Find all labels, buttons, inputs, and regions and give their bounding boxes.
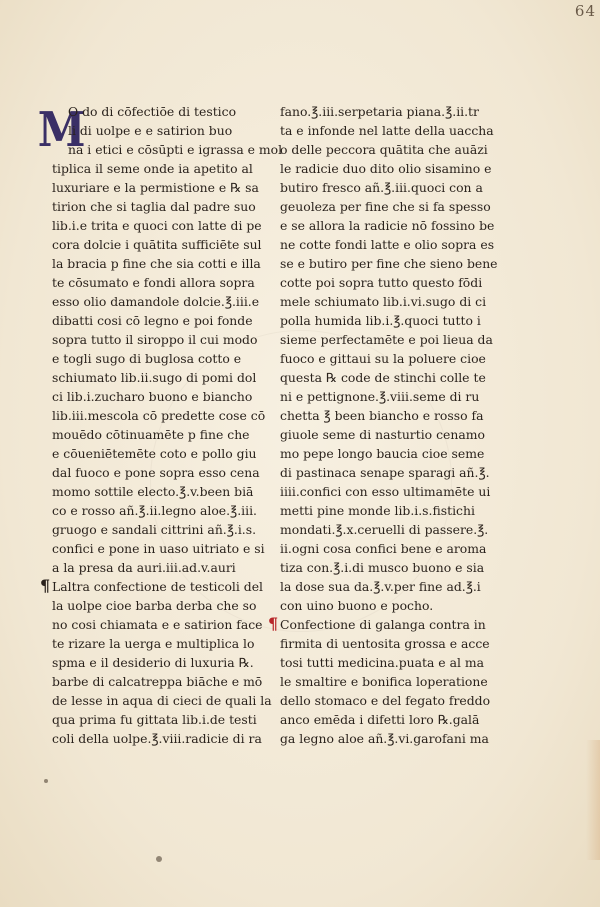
line-text: mele schiumato lib.i.vi.sugo di ci (280, 294, 487, 309)
line-text: e cōueniētemēte coto e pollo giu (52, 446, 257, 461)
text-line (52, 634, 274, 653)
text-line (280, 349, 490, 368)
text-line (280, 596, 490, 615)
text-line (280, 425, 490, 444)
text-line (280, 710, 490, 729)
line-text: se e butiro per fine che sieno bene (280, 256, 498, 271)
line-text: coli della uolpe.℥.viii.radicie di ra (52, 731, 262, 746)
text-line (280, 368, 490, 387)
text-line (280, 539, 490, 558)
text-line (280, 121, 494, 140)
text-line (52, 311, 274, 330)
text-line (52, 615, 274, 634)
line-text: iiii.confici con esso ultimamēte ui (280, 484, 491, 499)
text-line (280, 140, 490, 159)
text-line (52, 330, 274, 349)
text-line (52, 425, 274, 444)
line-text: questa ℞ code de stinchi colle te (280, 370, 486, 385)
text-line (280, 672, 490, 691)
line-text: fano.℥.iii.serpetaria piana.℥.ii.tr (280, 104, 479, 119)
text-line (280, 159, 490, 178)
line-text: gruogo e sandali cittrini añ.℥.i.s. (52, 522, 257, 537)
text-line (280, 653, 490, 672)
text-line (280, 691, 490, 710)
line-text: polla humida lib.i.℥.quoci tutto i (280, 313, 481, 328)
line-text: momo sottile electo.℥.v.been biā (52, 484, 254, 499)
text-line (52, 520, 274, 539)
text-line (52, 596, 274, 615)
line-text: anco emēda i difetti loro ℞.galā (280, 712, 480, 727)
line-text: confici e pone in uaso uitriato e si (52, 541, 265, 556)
line-text: schiumato lib.ii.sugo di pomi dol (52, 370, 257, 385)
line-text: qua prima fu gittata lib.i.de testi (52, 712, 257, 727)
line-text: la bracia p fine che sia cotti e illa (52, 256, 261, 271)
line-text: ga legno aloe añ.℥.vi.garofani ma (280, 731, 489, 746)
paragraph-mark-icon: ¶ (40, 576, 51, 595)
text-line (280, 729, 490, 748)
line-text: geuoleza per fine che si fa spesso (280, 199, 491, 214)
line-text: sopra tutto il siroppo il cui modo (52, 332, 258, 347)
text-line (52, 368, 274, 387)
text-line (280, 292, 490, 311)
line-text: sieme perfectamēte e poi lieua da (280, 332, 493, 347)
line-text: la uolpe cioe barba derba che so (52, 598, 257, 613)
left-column (40, 102, 283, 748)
text-line (52, 539, 274, 558)
text-line (280, 178, 490, 197)
text-line (280, 387, 490, 406)
line-text: de lesse in aqua di cieci de quali la (52, 693, 272, 708)
line-text: butiro fresco añ.℥.iii.quoci con a (280, 180, 483, 195)
text-line (280, 634, 490, 653)
text-line (280, 463, 490, 482)
line-text: e se allora la radicie nō fossino be (280, 218, 495, 233)
line-text: fuoco e gittaui su la poluere cioe (280, 351, 486, 366)
line-text: Confectione di galanga contra in (280, 617, 486, 632)
line-text: chetta ℥ been biancho e rosso fa (280, 408, 484, 423)
line-text: con uino buono e pocho. (280, 598, 434, 613)
text-line (280, 520, 490, 539)
text-line (280, 558, 490, 577)
text-line (280, 482, 490, 501)
line-text: ta e infonde nel latte della uaccha (280, 123, 494, 138)
folio-number: 64 (574, 2, 596, 20)
line-text: lib.i.e trita e quoci con latte di pe (52, 218, 262, 233)
text-line (52, 235, 274, 254)
line-text: barbe di calcatreppa biāche e mō (52, 674, 263, 689)
line-text: na i etici e cōsūpti e igrassa e mol (68, 142, 283, 157)
text-line (52, 729, 274, 748)
line-text: o delle peccora quātita che auāzi (280, 142, 488, 157)
text-line (40, 576, 274, 596)
line-text: tiplica il seme onde ia apetito al (52, 161, 253, 176)
line-text: tosi tutti medicina.puata e al ma (280, 655, 485, 670)
line-text: dibatti cosi cō legno e poi fonde (52, 313, 253, 328)
text-line (280, 216, 495, 235)
text-line (52, 197, 274, 216)
text-line (52, 463, 274, 482)
line-text: mondati.℥.x.ceruelli di passere.℥. (280, 522, 489, 537)
text-line (52, 216, 274, 235)
line-text: le smaltire e bonifica loperatione (280, 674, 488, 689)
text-line (52, 121, 274, 140)
text-line (52, 691, 274, 710)
line-text: lib.iii.mescola cō predette cose cō (52, 408, 266, 423)
text-line (52, 292, 274, 311)
line-text: mo pepe longo baucia cioe seme (280, 446, 485, 461)
text-line (52, 140, 283, 159)
decorated-initial: M (37, 102, 86, 158)
text-line (52, 273, 274, 292)
text-line (52, 254, 274, 273)
edge-stain (586, 740, 600, 860)
text-line (280, 501, 490, 520)
text-line (52, 482, 274, 501)
text-line (268, 614, 490, 634)
text-line (280, 406, 490, 425)
line-text: te rizare la uerga e multiplica lo (52, 636, 255, 651)
paragraph-mark-icon: ¶ (268, 614, 279, 633)
line-text: metti pine monde lib.i.s.fistichi (280, 503, 475, 518)
line-text: te cōsumato e fondi allora sopra (52, 275, 255, 290)
text-line (280, 311, 490, 330)
line-text: ni e pettignone.℥.viii.seme di ru (280, 389, 480, 404)
line-text: ii.ogni cosa confici bene e aroma (280, 541, 487, 556)
text-line (52, 102, 274, 121)
line-text: mouēdo cōtinuamēte p fine che (52, 427, 250, 442)
text-line (52, 710, 274, 729)
line-text: luxuriare e la permistione e ℞ sa (52, 180, 259, 195)
line-text: esso olio damandole dolcie.℥.iii.e (52, 294, 260, 309)
text-line (280, 197, 490, 216)
line-text: di pastinaca senape sparagi añ.℥. (280, 465, 490, 480)
text-line (280, 273, 490, 292)
line-text: ci lib.i.zucharo buono e biancho (52, 389, 253, 404)
line-text: spma e il desiderio di luxuria ℞. (52, 655, 254, 670)
line-text: firmita di uentosita grossa e acce (280, 636, 490, 651)
text-line (52, 672, 274, 691)
line-text: giuole seme di nasturtio cenamo (280, 427, 485, 442)
line-text: la dose sua da.℥.v.per fine ad.℥.i (280, 579, 481, 594)
right-column (268, 102, 498, 748)
line-text: Laltra confectione de testicoli del (52, 579, 264, 594)
line-text: cora dolcie i quātita sufficiēte sul (52, 237, 262, 252)
text-line (280, 254, 498, 273)
line-text: cotte poi sopra tutto questo fōdi (280, 275, 483, 290)
line-text: tirion che si taglia dal padre suo (52, 199, 256, 214)
line-text: a la presa da auri.iii.ad.v.auri (52, 560, 236, 575)
text-line (280, 102, 490, 121)
text-line (52, 349, 274, 368)
line-text: dello stomaco e del fegato freddo (280, 693, 491, 708)
line-text: le radicie duo dito olio sisamino e (280, 161, 492, 176)
line-text: li di uolpe e e satirion buo (68, 123, 233, 138)
line-text: e togli sugo di buglosa cotto e (52, 351, 242, 366)
text-line (280, 577, 490, 596)
text-line (52, 444, 274, 463)
text-line (280, 330, 493, 349)
line-text: dal fuoco e pone sopra esso cena (52, 465, 260, 480)
line-text: O do di cōfectiōe di testico (68, 104, 237, 119)
text-line (280, 444, 490, 463)
text-line (52, 178, 274, 197)
ink-spot (44, 779, 48, 783)
text-line (52, 406, 274, 425)
ink-spot (156, 856, 162, 862)
text-line (280, 235, 495, 254)
line-text: no cosi chiamata e e satirion face (52, 617, 263, 632)
line-text: tiza con.℥.i.di musco buono e sia (280, 560, 485, 575)
text-line (52, 159, 274, 178)
text-line (52, 558, 274, 577)
text-line (52, 387, 274, 406)
text-line (52, 501, 274, 520)
line-text: co e rosso añ.℥.ii.legno aloe.℥.iii. (52, 503, 257, 518)
line-text: ne cotte fondi latte e olio sopra es (280, 237, 495, 252)
text-line (52, 653, 274, 672)
